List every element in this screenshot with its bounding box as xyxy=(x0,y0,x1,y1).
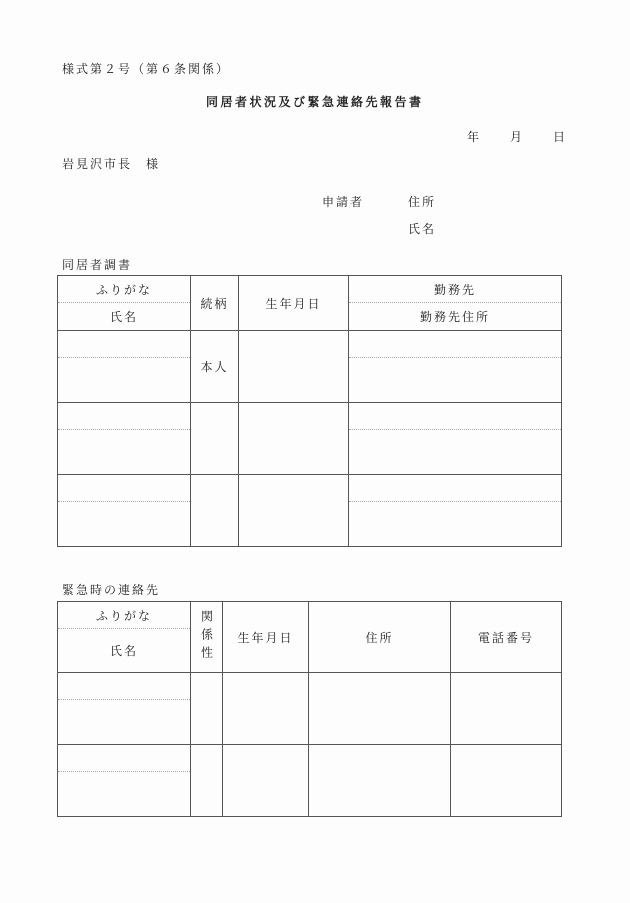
form-number: 様式第２号（第６条関係） xyxy=(62,62,231,76)
date-day-label: 日 xyxy=(553,130,568,144)
cohabitants-section-title: 同居者調書 xyxy=(62,258,133,272)
date-year-label: 年 xyxy=(467,130,482,144)
header-name: 氏名 xyxy=(109,310,138,324)
em-header-birthdate: 生年月日 xyxy=(237,630,294,645)
em-header-address: 住所 xyxy=(365,630,394,645)
addressee: 岩見沢市長 様 xyxy=(62,157,161,171)
emergency-2-furigana-field[interactable] xyxy=(58,745,190,771)
emergency-2-name-field[interactable] xyxy=(58,772,190,816)
cohabitant-3-relation-field[interactable] xyxy=(191,475,238,546)
cohabitant-2-workplace-address-field[interactable] xyxy=(349,430,561,474)
document-title: 同居者状況及び緊急連絡先報告書 xyxy=(206,95,424,109)
cohabitant-3-birthdate-field[interactable] xyxy=(239,475,348,546)
emergency-section-title: 緊急時の連絡先 xyxy=(62,583,161,597)
header-furigana: ふりがな xyxy=(95,282,152,297)
cohabitant-1-workplace-address-field[interactable] xyxy=(349,358,561,402)
cohabitant-2-birthdate-field[interactable] xyxy=(239,403,348,474)
emergency-1-relation-field[interactable] xyxy=(191,673,222,744)
em-header-furigana: ふりがな xyxy=(95,608,152,623)
emergency-1-phone-field[interactable] xyxy=(451,673,561,744)
emergency-1-name-field[interactable] xyxy=(58,700,190,744)
applicant-label: 申請者 xyxy=(322,195,365,209)
header-workplace: 勤務先 xyxy=(433,282,476,297)
em-header-phone: 電話番号 xyxy=(477,630,534,645)
applicant-address-label: 住所 xyxy=(408,195,437,209)
cohabitant-2-relation-field[interactable] xyxy=(191,403,238,474)
header-relation: 続柄 xyxy=(200,296,229,311)
emergency-2-phone-field[interactable] xyxy=(451,745,561,816)
cohabitant-1-name-field[interactable] xyxy=(58,358,190,402)
emergency-1-furigana-field[interactable] xyxy=(58,673,190,699)
cohabitant-3-name-field[interactable] xyxy=(58,502,190,546)
cohabitant-2-name-field[interactable] xyxy=(58,430,190,474)
header-workplace-address: 勤務先住所 xyxy=(419,310,490,324)
emergency-1-birthdate-field[interactable] xyxy=(223,673,308,744)
cohabitant-3-furigana-field[interactable] xyxy=(58,475,190,501)
applicant-name-label: 氏名 xyxy=(408,222,437,236)
cohabitant-1-birthdate-field[interactable] xyxy=(239,331,348,402)
cohabitant-1-furigana-field[interactable] xyxy=(58,331,190,357)
emergency-2-address-field[interactable] xyxy=(309,745,450,816)
em-header-relation: 関係性 xyxy=(199,610,214,664)
emergency-1-address-field[interactable] xyxy=(309,673,450,744)
header-birthdate: 生年月日 xyxy=(265,296,322,311)
emergency-2-birthdate-field[interactable] xyxy=(223,745,308,816)
date-month-label: 月 xyxy=(510,130,525,144)
relation-cell-self: 本人 xyxy=(200,360,229,374)
cohabitant-3-workplace-field[interactable] xyxy=(349,475,561,501)
em-header-name: 氏名 xyxy=(109,644,138,658)
cohabitant-3-workplace-address-field[interactable] xyxy=(349,502,561,546)
cohabitant-1-workplace-field[interactable] xyxy=(349,331,561,357)
cohabitant-2-furigana-field[interactable] xyxy=(58,403,190,429)
emergency-2-relation-field[interactable] xyxy=(191,745,222,816)
cohabitant-2-workplace-field[interactable] xyxy=(349,403,561,429)
